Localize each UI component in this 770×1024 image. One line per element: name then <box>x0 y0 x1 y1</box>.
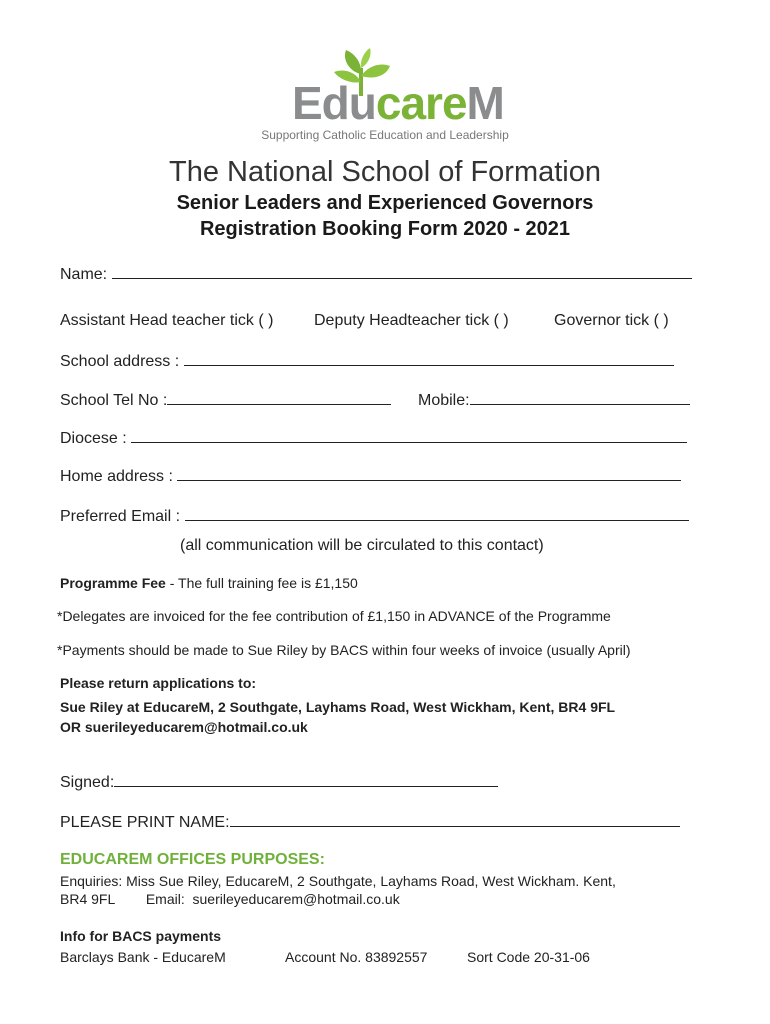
email-input-line[interactable] <box>185 506 689 521</box>
mobile-input-line[interactable] <box>470 390 690 405</box>
role-deputy[interactable]: Deputy Headteacher tick ( ) <box>314 312 509 329</box>
invoice-note: *Delegates are invoiced for the fee contribution of £1,150 in ADVANCE of the Programme <box>57 608 611 624</box>
mobile-label: Mobile: <box>418 392 470 409</box>
return-address: Sue Riley at EducareM, 2 Southgate, Layhams Road, West Wickham, Kent, BR4 9FL <box>60 699 616 715</box>
form-subtitle <box>0 190 770 242</box>
enquiries-line-2: BR4 9FL Email: suerileyeducarem@hotmail.co.uk <box>60 891 400 907</box>
account-number: Account No. 83892557 <box>285 949 428 965</box>
print-name-input-line[interactable] <box>230 812 680 827</box>
subtitle-line-2: Registration Booking Form 2020 - 2021 <box>199 218 571 240</box>
signed-input-line[interactable] <box>114 772 498 787</box>
email-field <box>60 506 689 526</box>
school-tel-label: School Tel No : <box>60 392 168 409</box>
logo-part-edu: Edu <box>292 77 376 129</box>
programme-fee <box>60 575 358 591</box>
school-tel-input-line[interactable] <box>167 390 391 405</box>
school-address-label: School address : <box>60 353 180 370</box>
role-assistant[interactable]: Assistant Head teacher tick ( ) <box>60 312 274 329</box>
page-title: The National School of Formation <box>169 156 601 188</box>
programme-fee-label: Programme Fee <box>60 575 166 591</box>
role-governor[interactable]: Governor tick ( ) <box>554 312 669 329</box>
office-heading: EDUCAREM OFFICES PURPOSES: <box>60 851 325 868</box>
mobile-field <box>418 390 690 410</box>
name-input-line[interactable] <box>112 264 692 279</box>
bank-name: Barclays Bank - EducareM <box>60 949 226 965</box>
programme-fee-text: - The full training fee is £1,150 <box>165 575 358 591</box>
home-address-field <box>60 466 681 486</box>
signed-label: Signed: <box>60 774 115 791</box>
logo-part-care: care <box>375 77 467 129</box>
return-email: OR suerileyeducarem@hotmail.co.uk <box>60 719 308 735</box>
name-label: Name: <box>60 266 108 283</box>
sort-code: Sort Code 20-31-06 <box>467 949 590 965</box>
bacs-heading: Info for BACS payments <box>60 928 222 944</box>
diocese-label: Diocese : <box>60 430 127 447</box>
tagline: Supporting Catholic Education and Leadership <box>261 128 509 142</box>
payment-note: *Payments should be made to Sue Riley by BACS within four weeks of invoice (usually April) <box>57 642 631 658</box>
signed-field <box>60 772 498 792</box>
school-tel-field <box>60 390 391 410</box>
diocese-field <box>60 428 687 448</box>
return-heading: Please return applications to: <box>60 675 257 691</box>
home-address-input-line[interactable] <box>177 466 681 481</box>
school-address-input-line[interactable] <box>184 351 674 366</box>
logo-wordmark <box>292 78 504 128</box>
enquiries-line-1: Enquiries: Miss Sue Riley, EducareM, 2 Southgate, Layhams Road, West Wickham. Kent, <box>60 873 616 889</box>
home-address-label: Home address : <box>60 468 173 485</box>
subtitle-line-1: Senior Leaders and Experienced Governors <box>176 192 594 214</box>
diocese-input-line[interactable] <box>131 428 687 443</box>
logo-part-m: M <box>466 77 504 129</box>
email-label: Preferred Email : <box>60 508 181 525</box>
email-note: (all communication will be circulated to this contact) <box>180 537 544 554</box>
name-field <box>60 264 692 284</box>
print-name-field <box>60 812 680 832</box>
print-name-label: PLEASE PRINT NAME: <box>60 814 230 831</box>
school-address-field <box>60 351 674 371</box>
